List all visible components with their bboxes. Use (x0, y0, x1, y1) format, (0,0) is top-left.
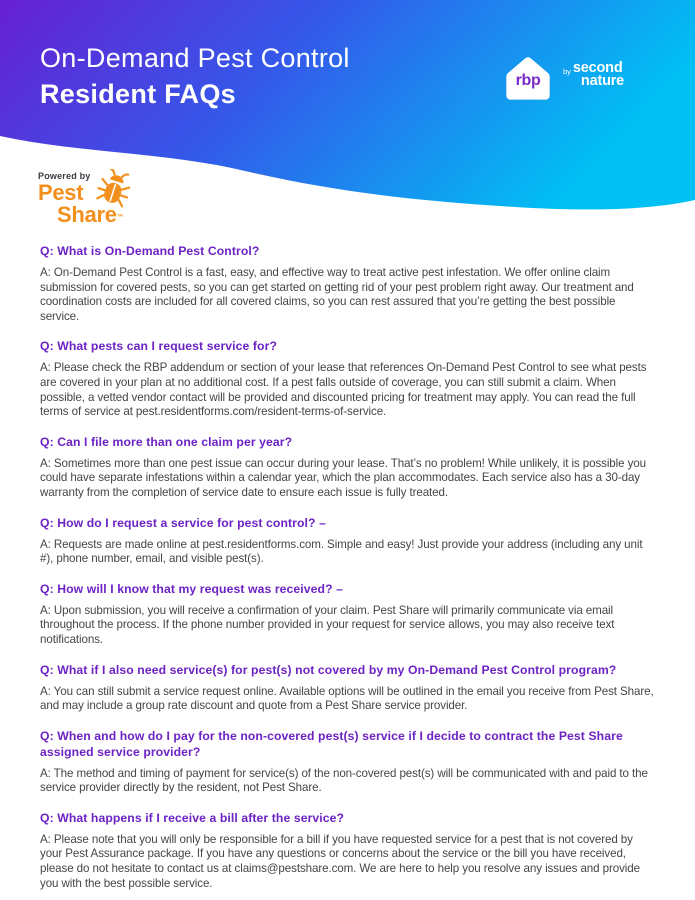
faq-question: Q: When and how do I pay for the non-covered pest(s) service if I decide to contract the Pest Share assigned service provider? (40, 728, 623, 759)
faq-answer: A: Requests are made online at pest.residentforms.com. Simple and easy! Just provide your address (including any unit #), phone number, email, and visible pest(s). (40, 537, 643, 566)
faq-question: Q: What if I also need service(s) for pest(s) not covered by my On-Demand Pest Control program? (40, 662, 617, 677)
faq-item (40, 434, 656, 501)
faq-question: Q: What is On-Demand Pest Control? (40, 244, 260, 258)
faq-question: Q: How will I know that my request was received? – (40, 581, 343, 596)
second-nature-logo (563, 62, 624, 88)
header-titles (40, 40, 350, 112)
faq-question: Q: What happens if I receive a bill after the service? (40, 810, 345, 825)
faq-answer: A: On-Demand Pest Control is a fast, easy, and effective way to treat active pest infestation. We offer online claim submission for covered pests, so you can get started on getting rid of your pest problem right away. Our treatment and coordination costs are included for all covered claims, so you can rest assured that you’re getting the best possible service. (40, 266, 634, 323)
powered-by-label: Powered by (38, 171, 91, 181)
faq-list (40, 243, 656, 900)
faq-answer: A: Please check the RBP addendum or section of your lease that references On-Demand Pest Control to see what pests are covered in your plan at no additional cost. If a pest falls outside of coverage, you can still submit a claim. When possible, a vetted vendor contact will be provided and discounted pricing for treatment may apply. You can read the full terms of service at pest.residentforms.com/resident-terms-of-service. (40, 361, 647, 419)
second-nature-word-second: second (572, 60, 623, 76)
faq-question: Q: Can I file more than one claim per year? (40, 434, 293, 449)
page-subtitle: Resident FAQs (40, 79, 236, 109)
faq-answer: A: Please note that you will only be responsible for a bill if you have requested service for a pest that is not covered by your Pest Assurance package. If you have any questions or concerns about the service or the bill you have received, please do not hesitate to contact us at claims@pestshare.com. We are here to help you resolve any issues and provide you with the best possible service. (40, 832, 640, 890)
faq-item (40, 338, 656, 419)
pest-share-word-share: Share (57, 202, 117, 227)
byline-text: by (563, 67, 571, 76)
faq-answer: A: You can still submit a service request online. Available options will be outlined in the email you receive from Pest Share, and may include a group rate discount and quote from a Pest Share service provider. (40, 684, 654, 713)
faq-answer: A: The method and timing of payment for service(s) of the non-covered pest(s) will be communicated with and paid to the service provider directly by the resident, not Pest Share. (40, 766, 648, 795)
page-title: On-Demand Pest Control (40, 43, 350, 73)
faq-item (40, 243, 656, 324)
faq-answer: A: Sometimes more than one pest issue can occur during your lease. That’s no problem! While unlikely, it is possible you could have separate infestations within a calendar year, which the plan accommodates. Each service also has a 30-day warranty from the completion of service date to ensure each issue is fully treated. (40, 456, 646, 499)
faq-item (40, 662, 656, 714)
faq-item (40, 515, 656, 567)
faq-item (40, 810, 656, 891)
faq-question: Q: How do I request a service for pest control? – (40, 515, 326, 530)
second-nature-wordmark (573, 62, 624, 88)
trademark-symbol: ™ (116, 214, 124, 221)
faq-answer: A: Upon submission, you will receive a confirmation of your claim. Pest Share will primarily communicate via email throughout the process. If the phone number provided in your request for service allows, you may also receive text notifications. (40, 603, 615, 646)
beetle-icon (96, 169, 132, 209)
faq-question: Q: What pests can I request service for? (40, 339, 277, 354)
faq-item (40, 728, 656, 796)
pest-share-word-pest: Pest (38, 180, 84, 205)
rbp-logo-text: rbp (515, 72, 541, 89)
rbp-logo (497, 48, 559, 110)
pest-share-logo (38, 171, 178, 233)
faq-item (40, 581, 656, 648)
second-nature-word-nature: nature (580, 73, 625, 89)
